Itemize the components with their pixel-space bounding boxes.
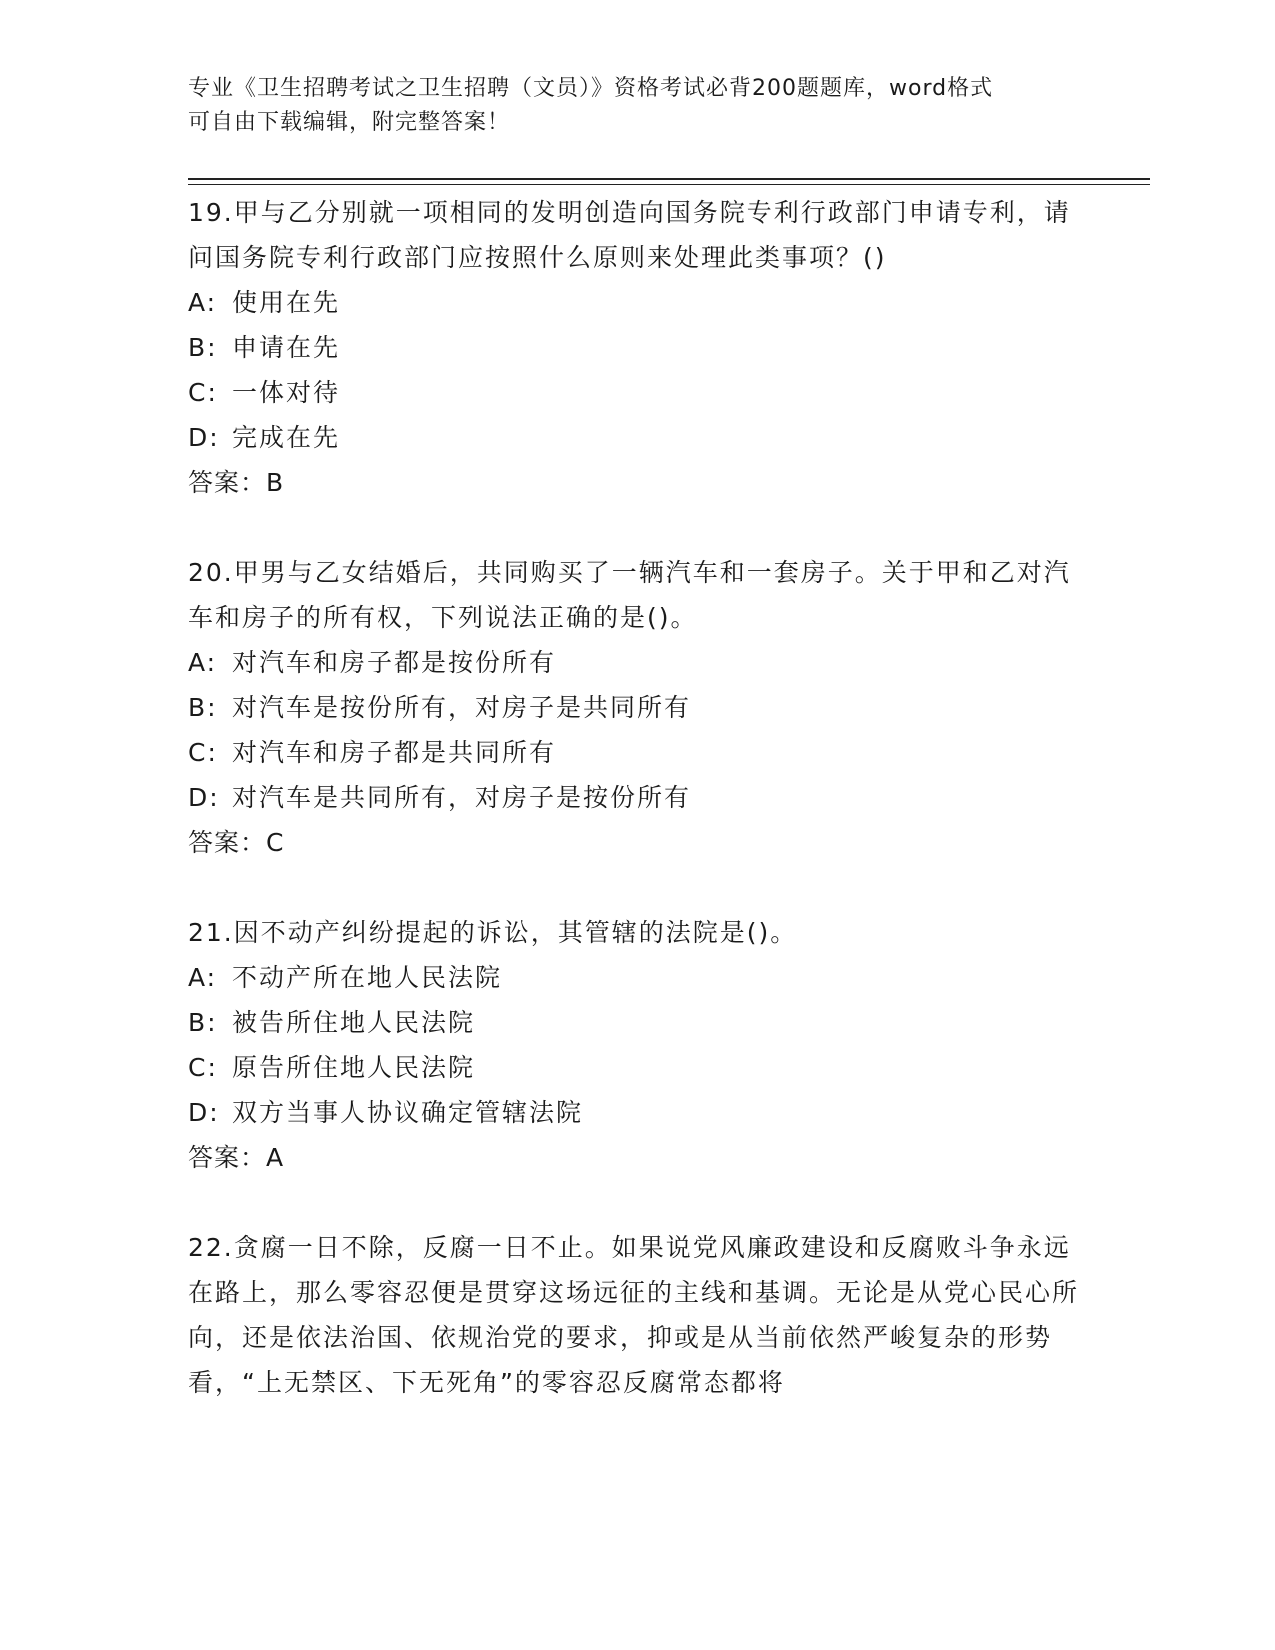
option-key: C: bbox=[188, 1053, 218, 1082]
option-key: B: bbox=[188, 333, 218, 362]
spacer bbox=[188, 505, 1088, 550]
answer-line: 答案：C bbox=[188, 828, 285, 857]
question-stem: 19.甲与乙分别就一项相同的发明创造向国务院专利行政部门申请专利，请问国务院专利行政部门应按照什么原则来处理此类事项？() bbox=[188, 198, 1071, 272]
option-a bbox=[188, 640, 1088, 685]
option-text: 对汽车和房子都是共同所有 bbox=[232, 738, 557, 767]
option-text: 不动产所在地人民法院 bbox=[232, 963, 503, 992]
option-text: 一体对待 bbox=[232, 378, 341, 407]
option-key: C: bbox=[188, 378, 218, 407]
option-text: 对汽车是按份所有，对房子是共同所有 bbox=[232, 693, 692, 722]
option-a bbox=[188, 280, 1088, 325]
option-b bbox=[188, 1000, 1088, 1045]
option-a bbox=[188, 955, 1088, 1000]
header-line-1: 专业《卫生招聘考试之卫生招聘（文员）》资格考试必背200题题库，word格式 bbox=[188, 76, 994, 101]
question-stem: 22.贪腐一日不除，反腐一日不止。如果说党风廉政建设和反腐败斗争永远在路上，那么零容忍便是贯穿这场远征的主线和基调。无论是从党心民心所向，还是依法治国、依规治党的要求，抑或是从当前依然严峻复杂的形势看，“上无禁区、下无死角”的零容忍反腐常态都将 bbox=[188, 1233, 1080, 1397]
question-20 bbox=[188, 550, 1088, 865]
question-19 bbox=[188, 190, 1088, 505]
option-c bbox=[188, 1045, 1088, 1090]
header-divider-thick bbox=[188, 178, 1150, 180]
question-list bbox=[188, 190, 1088, 1405]
option-b bbox=[188, 685, 1088, 730]
option-key: D: bbox=[188, 1098, 220, 1127]
option-text: 被告所住地人民法院 bbox=[232, 1008, 476, 1037]
option-key: A: bbox=[188, 963, 218, 992]
option-b bbox=[188, 325, 1088, 370]
option-c bbox=[188, 370, 1088, 415]
answer-line: 答案：B bbox=[188, 468, 285, 497]
option-c bbox=[188, 730, 1088, 775]
option-d bbox=[188, 775, 1088, 820]
header-divider-thin bbox=[188, 184, 1150, 185]
option-key: D: bbox=[188, 423, 220, 452]
question-21 bbox=[188, 910, 1088, 1180]
question-stem: 21.因不动产纠纷提起的诉讼，其管辖的法院是()。 bbox=[188, 918, 798, 947]
option-key: B: bbox=[188, 693, 218, 722]
spacer bbox=[188, 865, 1088, 910]
option-key: D: bbox=[188, 783, 220, 812]
header-line-2: 可自由下载编辑，附完整答案！ bbox=[188, 110, 511, 135]
option-text: 双方当事人协议确定管辖法院 bbox=[232, 1098, 584, 1127]
question-22 bbox=[188, 1225, 1088, 1405]
option-key: A: bbox=[188, 648, 218, 677]
option-text: 使用在先 bbox=[232, 288, 341, 317]
answer-line: 答案：A bbox=[188, 1143, 285, 1172]
option-key: C: bbox=[188, 738, 218, 767]
option-text: 申请在先 bbox=[232, 333, 341, 362]
option-text: 对汽车和房子都是按份所有 bbox=[232, 648, 557, 677]
option-key: A: bbox=[188, 288, 218, 317]
option-text: 完成在先 bbox=[232, 423, 341, 452]
document-header bbox=[188, 72, 1068, 140]
question-stem: 20.甲男与乙女结婚后，共同购买了一辆汽车和一套房子。关于甲和乙对汽车和房子的所有权，下列说法正确的是()。 bbox=[188, 558, 1071, 632]
option-d bbox=[188, 1090, 1088, 1135]
option-key: B: bbox=[188, 1008, 218, 1037]
option-text: 对汽车是共同所有，对房子是按份所有 bbox=[232, 783, 692, 812]
spacer bbox=[188, 1180, 1088, 1225]
option-d bbox=[188, 415, 1088, 460]
option-text: 原告所住地人民法院 bbox=[232, 1053, 476, 1082]
